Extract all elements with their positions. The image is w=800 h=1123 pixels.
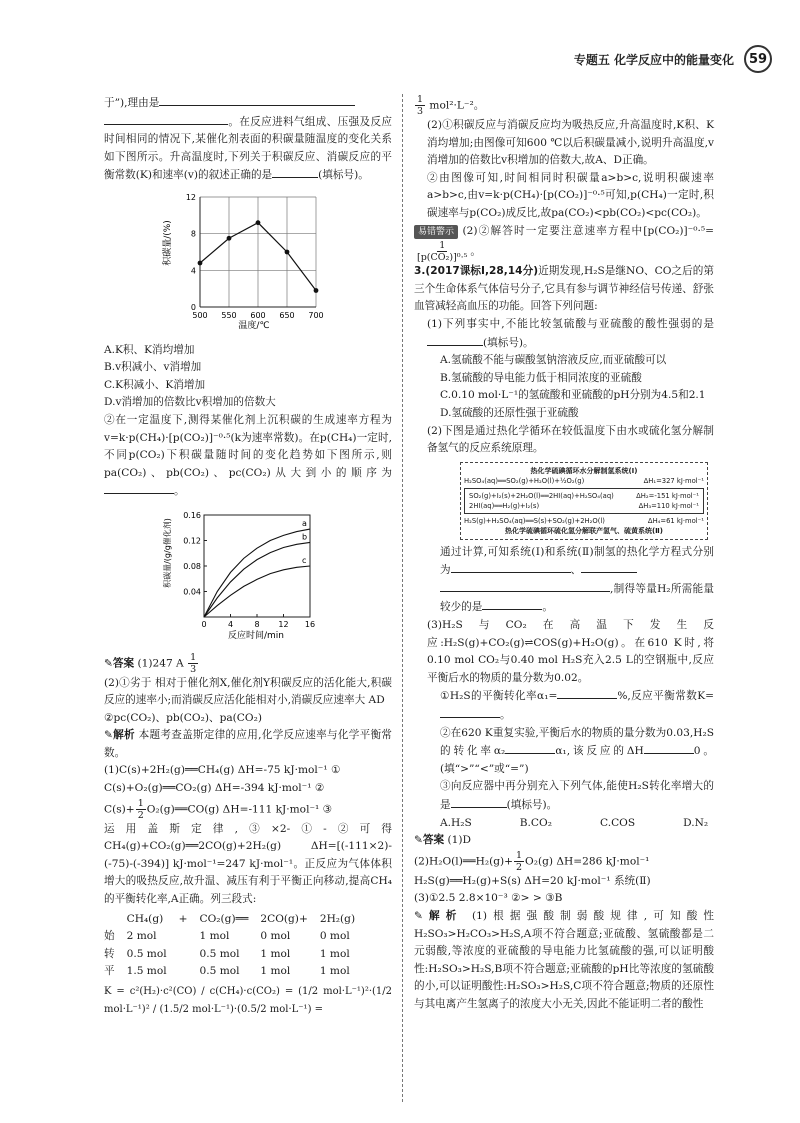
x-tick-label: 700 — [308, 310, 324, 320]
question-3-3-c: ③向反应器中再分别充入下列气体,能使H₂S转化率增大的是 (填标号)。 — [440, 780, 714, 811]
answer-blank[interactable] — [482, 598, 542, 610]
question-3-2: (2)下图是通过热化学循环在较低温度下由水或硫化氢分解制备氢气的反应系统原理。 — [427, 424, 714, 455]
option-d: D.氢硫酸的还原性强于亚硫酸 — [440, 406, 579, 419]
page-number: 59 — [744, 45, 772, 73]
option-a: A.氢硫酸不能与碳酸氢钠溶液反应,而亚硫酸可以 — [440, 354, 667, 367]
answer-blank[interactable] — [440, 706, 500, 718]
plot-frame — [204, 515, 310, 617]
shared-reactions — [464, 488, 704, 514]
answer-blank[interactable] — [451, 796, 507, 808]
answer-blank[interactable] — [272, 166, 318, 178]
question-continuation: 于”),理由是 。在反应进料气组成、压强及反应时间相同的情况下,某催化剂表面的积碳量随温度的变化关系如下图所示。升高温度时,下列关于积碳反应、消碳反应的平衡常数(K)和速率(v)的叙述正确的是 (填标号)。 — [104, 94, 392, 185]
y-tick-label: 0.04 — [183, 587, 201, 597]
x-tick-label: 650 — [279, 310, 295, 320]
option-b: B.v积减小、v消增加 — [104, 361, 202, 374]
question-2-text: ②在一定温度下,测得某催化剂上沉积碳的生成速率方程为v=k·p(CH₄)·[p(CO₂)]⁻⁰·⁵(k为速率常数)。在p(CH₄)一定时,不同p(CO₂)下积碳量随时间的变化趋势如下图所示,则pa(CO₂)、pb(CO₂)、pc(CO₂)从大到小的顺序为。 — [104, 413, 392, 498]
answer-3: (3)①2.5 2.8×10⁻³ ②> > ③B — [414, 892, 563, 905]
option-b: B.CO₂ — [519, 816, 552, 829]
x-tick-label: 550 — [221, 310, 237, 320]
option-a: A.K积、K消均增加 — [104, 343, 195, 356]
chart-xlabel: 温度/℃ — [238, 320, 270, 331]
data-point — [198, 261, 203, 266]
option-a: A.H₂S — [440, 816, 472, 829]
header-title: 专题五 化学反应中的能量变化 — [573, 52, 734, 67]
chart-xlabel: 反应时间/min — [227, 630, 285, 641]
reaction-row: SO₂(g)+I₂(s)+2H₂O(l)══2HI(aq)+H₂SO₄(aq) ΔH₂=-151 kJ·mol⁻¹ — [469, 491, 699, 500]
answer-blank[interactable] — [451, 561, 571, 573]
y-tick-label: 0 — [190, 302, 196, 312]
chart-ticks — [183, 511, 315, 629]
reaction-system-diagram — [460, 462, 708, 540]
answer-blank[interactable] — [159, 94, 355, 106]
three-stage-table — [104, 911, 367, 981]
y-tick-label: 8 — [190, 229, 196, 239]
warning-badge: 易错警示 — [414, 225, 458, 239]
data-point — [227, 236, 232, 241]
option-d: D.N₂ — [683, 816, 709, 829]
series-label-a: a — [302, 518, 307, 528]
series-line-c — [204, 566, 310, 617]
chart-series — [204, 519, 310, 617]
answer-blank[interactable] — [644, 742, 694, 754]
x-tick-label: 500 — [192, 310, 208, 320]
answer-blank[interactable] — [557, 687, 617, 699]
analysis-label: ✎解析 — [414, 909, 463, 922]
x-tick-label: 16 — [304, 619, 316, 629]
y-tick-label: 0.08 — [183, 561, 201, 571]
answer-blank[interactable] — [505, 742, 555, 754]
analysis-block: ✎解析 (1)根据强酸制弱酸规律,可知酸性H₂SO₃>H₂CO₃>H₂S,A项不符合题意;亚硫酸、氢硫酸都是二元弱酸,等浓度的亚硫酸的导电能力比氢硫酸的强,可以证明酸性:H₂SO₃>H₂S,B项不符合题意;亚硫酸的pH比等浓度的氢硫酸的小,可以证明酸性:H₂SO₃>H₂S,C项不符合题意;物质的还原性与其电离产生氢离子的浓度大小无关,因此不能证明二者的酸性 — [414, 909, 715, 1010]
analysis-right-1: (2)①积碳反应与消碳反应均为吸热反应,升高温度时,K积、K消均增加;由图像可知600 ℃以后积碳量减小,说明升高温度,v消增加的倍数比v积增加的倍数大,故A、D正确。 — [427, 119, 714, 167]
data-point — [256, 220, 261, 225]
answer-2: (2)①劣于 相对于催化剂X,催化剂Y积碳反应的活化能大,积碳反应的速率小;而消碳反应活化能相对小,消碳反应速率大 AD — [104, 676, 392, 707]
table-row: 始 2 mol 1 mol 0 mol 0 mol — [104, 930, 350, 943]
answer-blank[interactable] — [104, 113, 228, 125]
x-tick-label: 12 — [278, 619, 289, 629]
option-c: C.0.10 mol·L⁻¹的氢硫酸和亚硫酸的pH分别为4.5和2.1 — [440, 389, 706, 402]
x-tick-label: 600 — [250, 310, 266, 320]
x-tick-label: 8 — [254, 619, 260, 629]
analysis-right-2: ②由图像可知,时间相同时积碳量a>b>c,说明积碳速率a>b>c,由v=k·p(CH₄)·[p(CO₂)]⁻⁰·⁵可知,p(CH₄)一定时,积碳速率与p(CO₂)成反比,故pa(CO₂)<pb(CO₂)<pc(CO₂)。 — [427, 171, 714, 219]
analysis-intro: ✎解析 本题考查盖斯定律的应用,化学反应速率与化学平衡常数。 — [104, 729, 393, 759]
system-1-caption: 热化学硫碘循环水分解制氢系统(Ⅰ) — [530, 466, 638, 475]
question-3-1: (1)下列事实中,不能比较氢硫酸与亚硫酸的酸性强弱的是(填标号)。 — [427, 317, 714, 349]
analysis-label: ✎解析 — [104, 729, 135, 742]
equation-2: C(s)+O₂(g)══CO₂(g) ΔH=-394 kJ·mol⁻¹ ② — [104, 782, 325, 795]
data-point — [314, 288, 319, 293]
answer-3: ②pc(CO₂)、pb(CO₂)、pa(CO₂) — [104, 711, 262, 724]
answer-2b: H₂S(g)══H₂(g)+S(s) ΔH=20 kJ·mol⁻¹ 系统(Ⅱ) — [414, 874, 651, 887]
answer-block: ✎答案 (1)D — [414, 834, 471, 847]
data-point — [285, 250, 290, 255]
k-value: $\frac{1}{3}$ mol²·L⁻²。 — [417, 94, 485, 117]
equation-3: C(s)+ $\frac{1}{2}$ O₂(g)══CO(g) ΔH=-111 kJ·mol⁻¹ ③ — [104, 797, 333, 821]
left-column — [104, 94, 392, 1018]
y-tick-label: 0.16 — [183, 510, 201, 520]
answer-label: ✎答案 — [104, 657, 135, 669]
series-label-c: c — [302, 555, 307, 565]
y-tick-label: 12 — [185, 192, 196, 202]
y-tick-label: 4 — [190, 266, 196, 276]
x-tick-label: 0 — [201, 619, 207, 629]
chart-axes — [204, 515, 310, 617]
chart-ticks — [186, 193, 324, 320]
warning-block: 易错警示 (2)②解答时一定要注意速率方程中[p(CO₂)]⁻⁰·⁵= $\frac{1}{\text{[p(CO₂)]⁰·⁵}}$ 。 — [414, 223, 714, 264]
chart-grid — [200, 197, 316, 307]
y-tick-label: 0.12 — [183, 536, 201, 546]
reaction-row: H₂SO₄(aq)══SO₂(g)+H₂O(l)+½O₂(g) ΔH₁=327 kJ·mol⁻¹ — [464, 476, 704, 485]
x-tick-label: 4 — [227, 619, 234, 629]
temperature-carbon-chart — [104, 189, 324, 331]
answer-block: ✎答案 (1)247 A $\frac{1}{3}$ — [104, 651, 197, 675]
answer-blank[interactable] — [440, 580, 610, 592]
question-3: 3.(2017课标Ⅰ,28,14分)近期发现,H₂S是继NO、CO之后的第三个生命体系气体信号分子,它具有参与调节神经信号传递、舒张血管减轻高血压的功能。回答下列问题: — [414, 265, 714, 313]
table-header: CH₄(g) + CO₂(g)══ 2CO(g)+ 2H₂(g) — [126, 912, 356, 925]
reaction-row: 2HI(aq)══H₂(g)+I₂(s) ΔH₃=110 kJ·mol⁻¹ — [469, 501, 699, 510]
analysis-2: 运用盖斯定律,③×2-①-②可得CH₄(g)+CO₂(g)══2CO(g)+2H₂(g) ΔH=[(-111×2)-(-75)-(-394)] kJ·mol⁻¹=247 kJ·mol⁻¹。正反应为气体体积增大的吸热反应,故升温、减压有利于平衡正向移动,提高CH₄的平衡转化率,A正确。列三段式: — [104, 822, 392, 906]
table-row: 平 1.5 mol 0.5 mol 1 mol 1 mol — [104, 965, 350, 978]
option-d: D.v消增加的倍数比v积增加的倍数大 — [104, 396, 276, 409]
option-c: C.K积减小、K消增加 — [104, 378, 206, 391]
time-carbon-chart — [104, 505, 334, 641]
question-3-3-options — [414, 815, 714, 833]
question-3-3-b: ②在620 K重复实验,平衡后水的物质的量分数为0.03,H₂S的转化率α₂ α₁,该反应的ΔH 0。(填“>”“<”或“=”) — [440, 726, 714, 775]
chart-ylabel: 积碳量/(%) — [163, 220, 173, 266]
option-c: C.COS — [599, 816, 636, 829]
right-column — [414, 94, 714, 1014]
answer-label: ✎答案 — [414, 834, 445, 847]
answer-2: (2)H₂O(l)══H₂(g)+ $\frac{1}{2}$ O₂(g) ΔH=286 kJ·mol⁻¹ — [414, 849, 650, 873]
fraction: $\frac{1}{3}$ — [190, 651, 197, 675]
question-3-2-b: 通过计算,可知系统(Ⅰ)和系统(Ⅱ)制氢的热化学方程式分别为 、 ,制得等量H₂所需能量较少的是 。 — [440, 545, 714, 614]
question-3-3: (3)H₂S与CO₂在高温下发生反应:H₂S(g)+CO₂(g)⇌COS(g)+H₂O(g)。在610 K时,将0.10 mol CO₂与0.40 mol H₂S充入2.5 L的空钢瓶中,反应平衡后水的物质的量分数为0.02。 — [427, 619, 714, 684]
answer-blank[interactable] — [427, 334, 483, 346]
column-divider — [402, 94, 403, 1102]
reaction-row: H₂S(g)+H₂SO₄(aq)══S(s)+SO₂(g)+2H₂O(l) ΔH₄=61 kJ·mol⁻¹ — [464, 516, 704, 525]
page-header — [574, 46, 772, 72]
answer-blank[interactable] — [581, 561, 637, 573]
question-3-3-a: ①H₂S的平衡转化率α₁= %,反应平衡常数K=。 — [414, 687, 714, 724]
answer-blank[interactable] — [104, 482, 174, 494]
system-2-caption: 热化学硫碘循环硫化氢分解联产氢气、硫黄系统(Ⅱ) — [504, 526, 663, 535]
series-label-b: b — [302, 532, 308, 542]
k-expression: K = c²(H₂)·c²(CO) / c(CH₄)·c(CO₂) = (1/2 mol·L⁻¹)²·(1/2 mol·L⁻¹)² / (1.5/2 mol·L⁻¹)·(0.5/2 mol·L⁻¹) = — [104, 986, 392, 1015]
chart-ylabel: 积碳量/(g/g催化剂) — [163, 518, 172, 588]
option-b: B.氢硫酸的导电能力低于相同浓度的亚硫酸 — [440, 371, 642, 384]
equation-1: (1)C(s)+2H₂(g)══CH₄(g) ΔH=-75 kJ·mol⁻¹ ① — [104, 764, 341, 777]
table-row: 转 0.5 mol 0.5 mol 1 mol 1 mol — [104, 947, 350, 960]
